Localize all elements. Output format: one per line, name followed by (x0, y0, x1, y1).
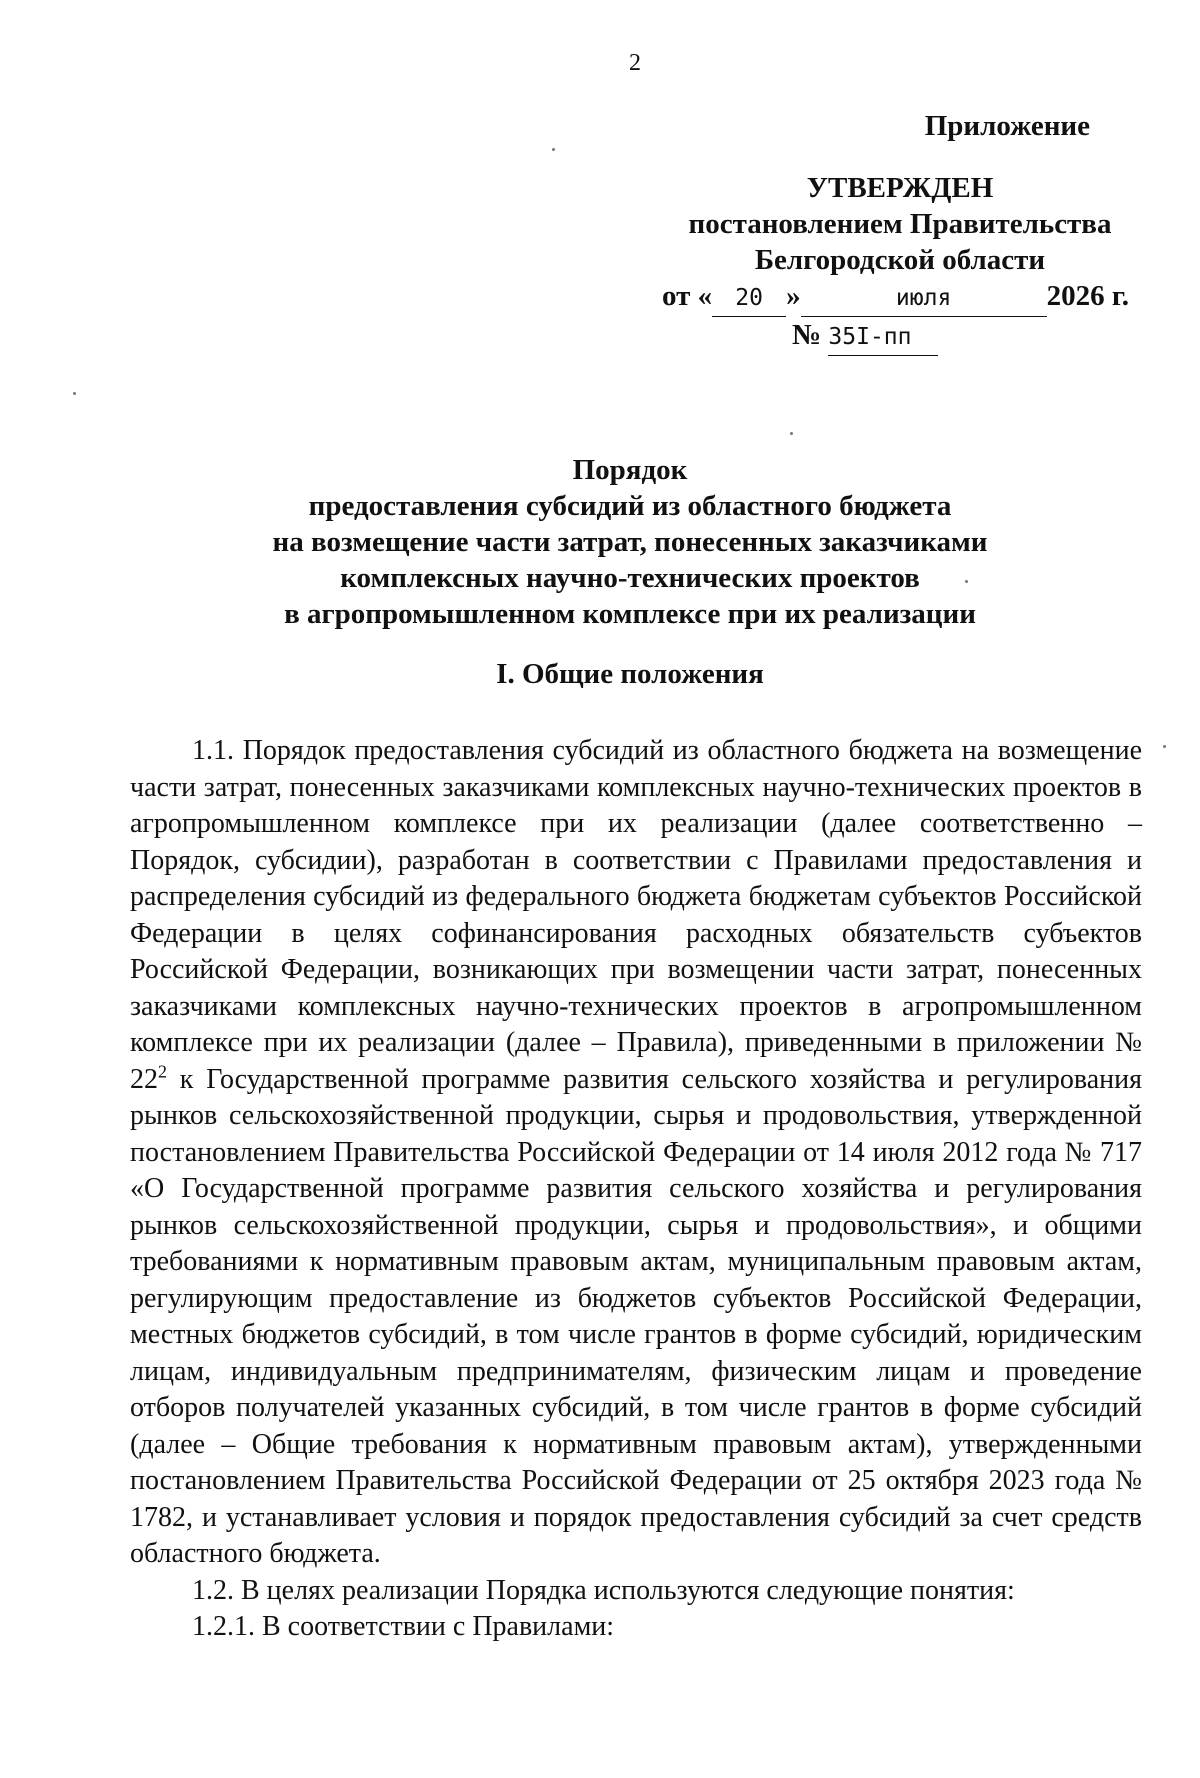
title-line-1: Порядок (572, 454, 688, 486)
approval-block (650, 108, 1150, 356)
scan-speck (965, 580, 968, 583)
superscript: 2 (158, 1061, 167, 1082)
resolution-line: постановлением Правительства (688, 208, 1112, 240)
paragraph-1-2: 1.2. В целях реализации Порядка используются следующие понятия: (192, 1574, 1015, 1606)
scan-speck (73, 392, 76, 395)
scan-speck (552, 148, 555, 151)
paragraph-1-2-1: 1.2.1. В соответствии с Правилами: (192, 1611, 615, 1642)
section-heading: I. Общие положения (496, 658, 764, 690)
paragraph-1-1-part-2: к Государственной программе развития сельского хозяйства и регулирования рынков сельскохозяйственной продукции, сырья и продовольствия, утвержденной постановлением Правительства Российской Федерации от 14 июля 2012 года № 717 «О Государственной программе развития сельского хозяйства и регулирования рынков сельскохозяйственной продукции, сырья и продовольствия», и общими требованиями к нормативным правовым актам, муниципальным правовым актам, регулирующим предоставление из бюджетов субъектов Российской Федерации, местных бюджетов субсидий, в том числе грантов в форме субсидий, юридическим лицам, индивидуальным предпринимателям, физическим лицам и проведение отборов получателей указанных субсидий, в том числе грантов в форме субсидий (далее – Общие требования к нормативным правовым актам), утвержденными постановлением Правительства Российской Федерации от 25 октября 2023 года № 1782, и устанавливает условия и порядок предоставления субсидий за счет средств областного бюджета. (130, 1063, 1142, 1569)
date-prefix: от « (662, 280, 713, 312)
title-line-5: в агропромышленном комплексе при их реализации (284, 598, 976, 630)
approval-number-line (650, 317, 1150, 356)
paragraph-1-1-part-1: 1.1. Порядок предоставления субсидий из областного бюджета на возмещение части затрат, понесенных заказчиками комплексных научно-технических проектов в агропромышленном комплексе при их реализации (далее соответственно – Порядок, субсидии), разработан в соответствии с Правилами предоставления и распределения субсидий из федерального бюджета бюджетам субъектов Российской Федерации в целях софинансирования расходных обязательств субъектов Российской Федерации, возникающих при возмещении части затрат, понесенных заказчиками комплексных научно-технических проектов в агропромышленном комплексе при их реализации (далее – Правила), приведенными в приложении № 22 (130, 735, 1142, 1095)
appendix-label: Приложение (924, 110, 1090, 142)
scan-speck (1163, 745, 1166, 748)
page-number: 2 (629, 50, 641, 76)
approval-date-line (650, 278, 1150, 317)
title-line-3: на возмещение части затрат, понесенных заказчиками (272, 526, 988, 558)
approved-label: УТВЕРЖДЕН (806, 172, 994, 204)
body-text (130, 733, 1142, 1646)
date-year: 2026 г. (1046, 280, 1130, 312)
date-close: » (786, 280, 801, 312)
number-handwritten: 35I-пп (828, 319, 938, 356)
scan-speck (790, 432, 793, 435)
document-title (130, 452, 1130, 632)
date-day-handwritten: 20 (712, 280, 786, 317)
date-month-handwritten: июля (801, 280, 1047, 317)
paragraph-1-1 (130, 733, 1142, 1573)
title-line-4: комплексных научно-технических проектов (340, 562, 920, 594)
region-line: Белгородской области (754, 244, 1046, 276)
number-prefix: № (792, 319, 822, 351)
title-line-2: предоставления субсидий из областного бюджета (308, 490, 952, 522)
